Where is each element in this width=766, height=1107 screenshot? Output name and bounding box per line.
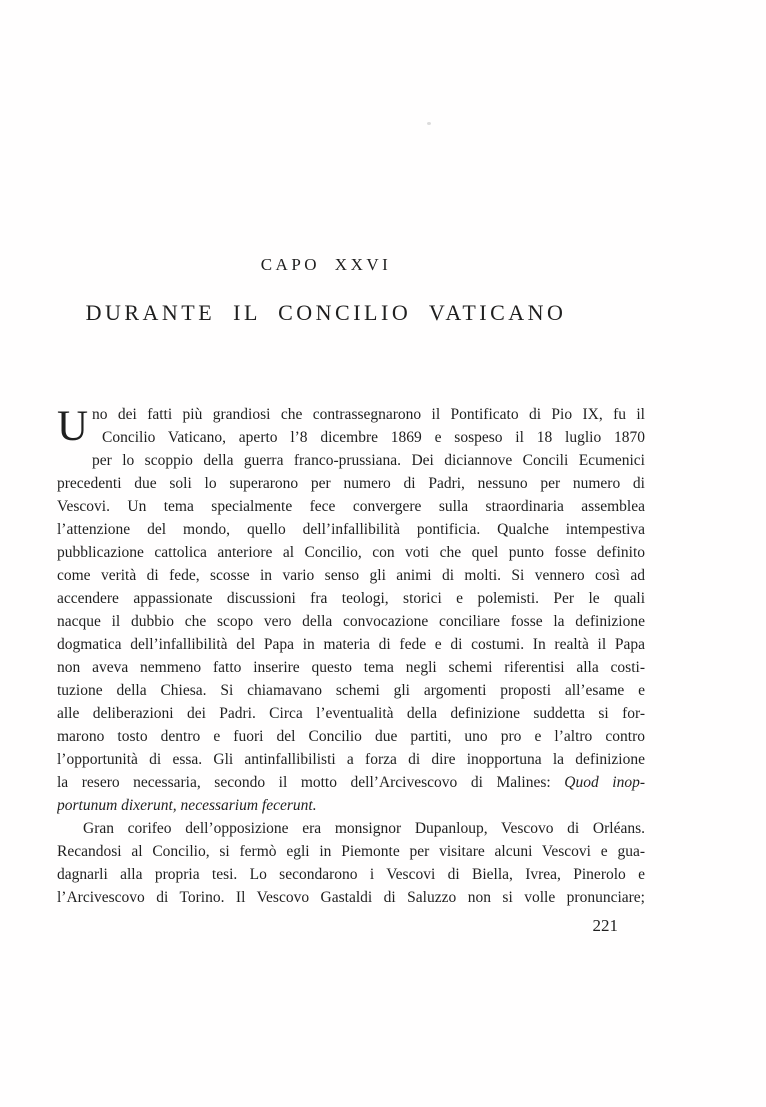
text-line: Vescovi. Un tema specialmente fece convergere sulla straordinaria assemblea [57,498,645,515]
text-line: come verità di fede, scosse in vario senso gli animi di molti. Si vennero così ad [57,567,645,584]
drop-cap: U [57,403,89,450]
text-segment: la resero necessaria, secondo il motto dell’Arcivescovo di Malines: [57,774,565,791]
page-number: 221 [592,916,618,935]
text-line: tuzione della Chiesa. Si chiamavano schemi gli argomenti proposti all’esame e [57,682,645,699]
text-line: pubblicazione cattolica anteriore al Concilio, con voti che quel punto fosse definito [57,544,645,561]
text-line: accendere appassionate discussioni fra teologi, storici e polemisti. Per le quali [57,590,645,607]
text-line: precedenti due soli lo superarono per numero di Padri, nessuno per numero di [57,475,645,492]
text-line: marono tosto dentro e fuori del Concilio due partiti, uno pro e l’altro contro [57,728,645,745]
text-line: no dei fatti più grandiosi che contrassegnarono il Pontificato di Pio IX, fu il [92,406,645,423]
latin-phrase-start: Quod inop- [564,774,645,791]
text-line: alle deliberazioni dei Padri. Circa l’eventualità della definizione suddetta si for- [57,705,645,722]
text-line: per lo scoppio della guerra franco-prussiana. Dei diciannove Concili Ecumenici [92,452,645,469]
text-line: dagnarli alla propria tesi. Lo secondarono i Vescovi di Biella, Ivrea, Pinerolo e [57,866,645,883]
text-line: non aveva nemmeno fatto inserire questo tema negli schemi riferentisi alla costi- [57,659,645,676]
chapter-title: DURANTE IL CONCILIO VATICANO [85,300,567,325]
chapter-number: CAPO XXVI [260,255,392,274]
text-line: dogmatica dell’infallibilità del Papa in materia di fede e di costumi. In realtà il Papa [57,636,645,653]
scan-speck [427,122,431,125]
text-line: nacque il dubbio che scopo vero della convocazione conciliare fosse la definizione [57,613,645,630]
body-text [57,403,645,909]
text-line: Concilio Vaticano, aperto l’8 dicembre 1869 e sospeso il 18 luglio 1870 [102,429,645,446]
paragraph-2 [57,817,645,909]
text-line: Recandosi al Concilio, si fermò egli in Piemonte per visitare alcuni Vescovi e gua- [57,843,645,860]
text-line: l’opportunità di essa. Gli antinfallibilisti a forza di dire inopportuna la definizione [57,751,645,768]
text-line [57,771,645,794]
latin-phrase-end: portunum dixerunt, necessarium fecerunt. [57,797,317,814]
paragraph-1 [57,403,645,817]
text-line: Gran corifeo dell’opposizione era monsignor Dupanloup, Vescovo di Orléans. [83,820,645,837]
text-line: l’Arcivescovo di Torino. Il Vescovo Gastaldi di Saluzzo non si volle pronunciare; [57,889,645,906]
text-line: l’attenzione del mondo, quello dell’infallibilità pontificia. Qualche intempestiva [57,521,645,538]
